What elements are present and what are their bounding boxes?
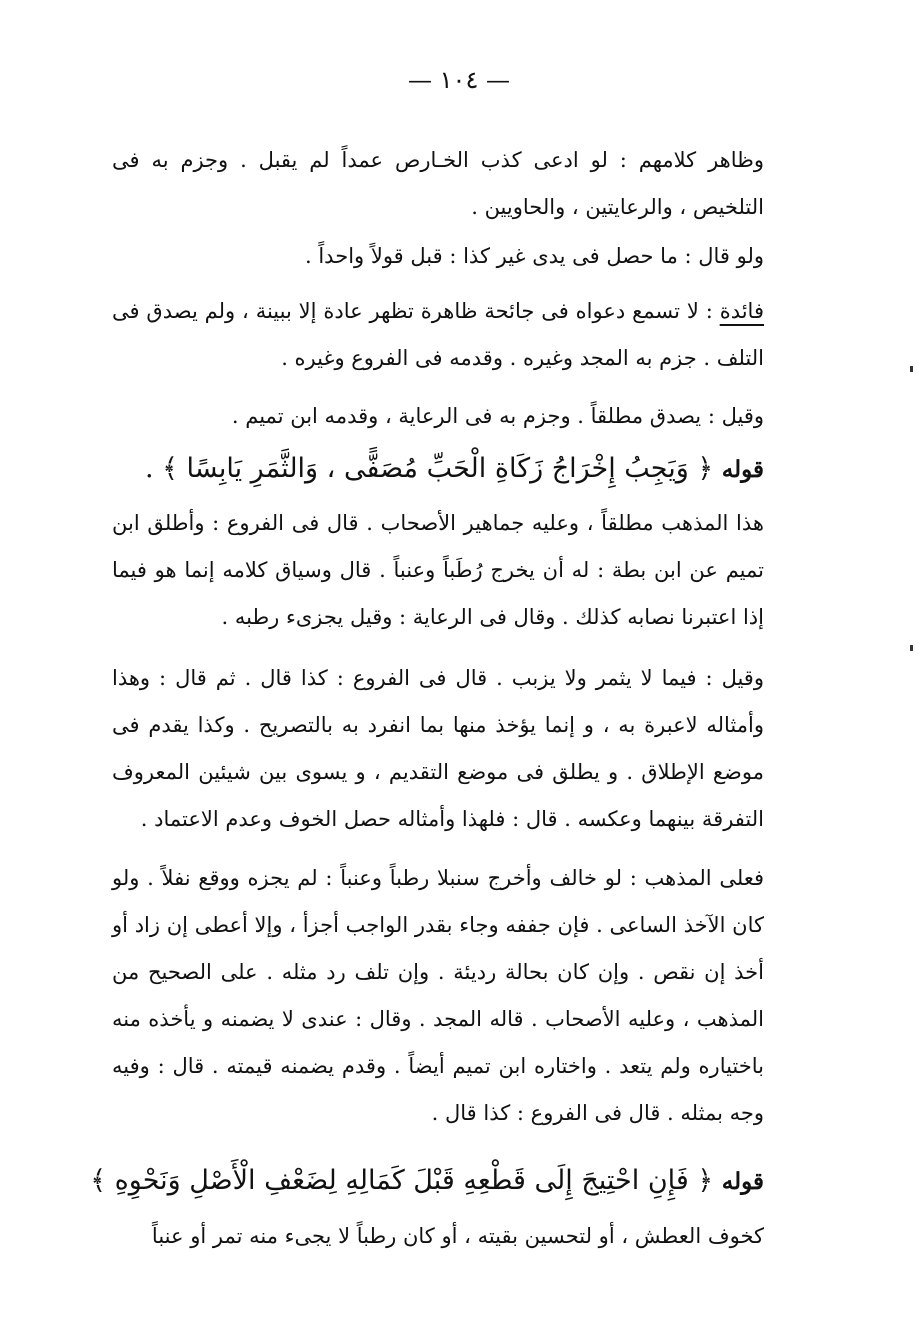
faidah-label: فائدة [719,299,764,323]
qawluh-label-1: قوله [721,456,764,483]
quote-heading-1 [112,443,764,496]
paragraph-1: وظاهر كلامهم : لو ادعى كذب الخـارص عمداً لم يقبل . وجزم به فى التلخيص ، والرعايتين ، والحاويين . [112,148,764,219]
paragraph-6: وقيل : فيما لا يثمر ولا يزبب . قال فى الفروع : كذا قال . ثم قال : وهذا وأمثاله لاعبرة به ، و إنما يؤخذ منها بما انفرد به بالتصريح . وكذا يقدم فى موضع الإطلاق . و يطلق فى موضع التقديم ، و يسوى بين شيئين المعروف التفرقة بينهما وعكسه . قال : فلهذا وأمثاله حصل الخوف وعدم الاعتماد . [112,666,764,831]
paragraph-8: كخوف العطش ، أو لتحسين بقيته ، أو كان رطباً لا يجىء منه تمر أو عنباً [151,1224,764,1248]
scan-mark [910,366,913,372]
scan-mark [910,645,913,651]
paragraph-3-text: : لا تسمع دعواه فى جائحة ظاهرة تظهر عادة إلا ببينة ، ولم يصدق فى التلف . جزم به المجد وغيره . وقدمه فى الفروع وغيره . [112,299,764,370]
qawluh-label-2: قوله [721,1168,764,1195]
paragraph-7: فعلى المذهب : لو خالف وأخرج سنبلا رطباً وعنباً : لم يجزه ووقع نفلاً . ولو كان الآخذ الساعى . فإن جففه وجاء بقدر الواجب أجزأ ، وإلا أعطى إن زاد أو أخذ إن نقص . وإن كان بحالة رديئة . وإن تلف رد مثله . على الصحيح من المذهب ، وعليه الأصحاب . قاله المجد . وقال : عندى لا يضمنه و يأخذه منه باختياره ولم يتعد . واختاره ابن تميم أيضاً . وقدم يضمنه قيمته . قال : وفيه وجه بمثله . قال فى الفروع : كذا قال . [112,866,764,1125]
quran-verse-1: ﴿ وَيَجِبُ إِخْرَاجُ زَكَاةِ الْحَبِّ مُصَفًّى ، وَالثَّمَرِ يَابِسًا ﴾ . [144,453,722,484]
paragraph-4: وقيل : يصدق مطلقاً . وجزم به فى الرعاية ، وقدمه ابن تميم . [231,404,764,428]
paragraph-3 [112,288,764,382]
quote-heading-2 [90,1155,764,1208]
quran-verse-2: ﴿ فَإِنِ احْتِيجَ إِلَى قَطْعِهِ قَبْلَ كَمَالِهِ لِضَعْفِ الْأَصْلِ وَنَحْوِهِ ﴾ [90,1165,722,1196]
paragraph-5: هذا المذهب مطلقاً ، وعليه جماهير الأصحاب . قال فى الفروع : وأطلق ابن تميم عن ابن بطة : له أن يخرج رُطَباً وعنباً . قال وسياق كلامه إنما هو فيما إذا اعتبرنا نصابه كذلك . وقال فى الرعاية : وقيل يجزىء رطبه . [112,511,764,629]
page-number: — ١٠٤ — [408,66,510,94]
paragraph-2: ولو قال : ما حصل فى يدى غير كذا : قبل قولاً واحداً . [305,244,764,268]
